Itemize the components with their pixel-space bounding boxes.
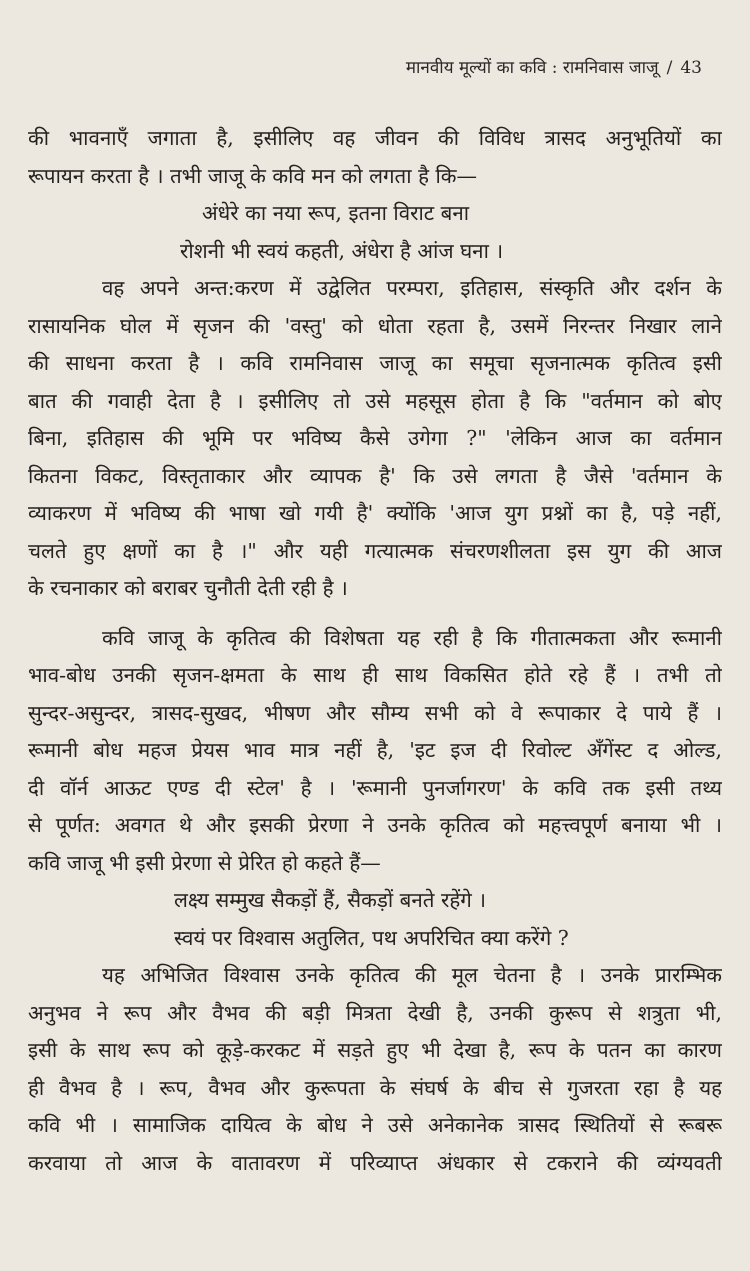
paragraph-line: चलते हुए क्षणों का है ।" और यही गत्यात्मक संचरणशीलता इस युग की आज bbox=[28, 538, 722, 563]
paragraph-line: की साधना करता है । कवि रामनिवास जाजू का समूचा सृजनात्मक कृतित्व इसी bbox=[28, 351, 722, 375]
page-number: 43 bbox=[680, 58, 702, 78]
paragraph-line: भाव-बोध उनकी सृजन-क्षमता के साथ ही साथ विकसित होते रहे हैं । तभी तो bbox=[28, 663, 722, 687]
paragraph-line: रूपायन करता है । तभी जाजू के कवि मन को लगता है कि— bbox=[28, 163, 478, 188]
paragraph-line: के रचनाकार को बराबर चुनौती देती रही है । bbox=[28, 576, 348, 600]
paragraph-line: बिना, इतिहास की भूमि पर भविष्य कैसे उगेगा ?" 'लेकिन आज का वर्तमान bbox=[28, 426, 722, 450]
paragraph-line: कितना विकट, विस्तृताकार और व्यापक है' कि उसे लगता है जैसे 'वर्तमान के bbox=[28, 463, 722, 488]
verse-line: अंधेरे का नया रूप, इतना विराट बना bbox=[202, 201, 470, 225]
paragraph-line: से पूर्णत: अवगत थे और इसकी प्रेरणा ने उनके कृतित्व को महत्त्वपूर्ण बनाया भी । bbox=[28, 813, 722, 837]
paragraph-line: की भावनाएँ जगाता है, इसीलिए वह जीवन की विविध त्रासद अनुभूतियों का bbox=[28, 126, 722, 150]
running-title: मानवीय मूल्यों का कवि : रामनिवास जाजू bbox=[405, 58, 659, 78]
paragraph-line: ही वैभव है । रूप, वैभव और कुरूपता के संघर्ष के बीच से गुजरता रहा है यह bbox=[28, 1075, 722, 1100]
paragraph-line: कवि जाजू भी इसी प्रेरणा से प्रेरित हो कहते हैं— bbox=[28, 850, 381, 875]
header-separator: / bbox=[666, 58, 673, 78]
verse-line: स्वयं पर विश्वास अतुलित, पथ अपरिचित क्या करेंगे ? bbox=[174, 925, 569, 950]
verse-line: रोशनी भी स्वयं कहती, अंधेरा है आंज घना । bbox=[180, 238, 504, 263]
verse-line: लक्ष्य सम्मुख सैकड़ों हैं, सैकड़ों बनते रहेंगे । bbox=[174, 888, 487, 912]
paragraph-line: अनुभव ने रूप और वैभव की बड़ी मित्रता देखी है, उनकी कुरूप से शत्रुता भी, bbox=[28, 1000, 722, 1025]
paragraph-gap bbox=[28, 608, 722, 620]
paragraph-line: करवाया तो आज के वातावरण में परिव्याप्त अंधकार से टकराने की व्यंग्यवती bbox=[28, 1150, 722, 1175]
paragraph-line: बात की गवाही देता है । इसीलिए तो उसे महसूस होता है कि "वर्तमान को बोए bbox=[28, 388, 722, 413]
paragraph-line: सुन्दर-असुन्दर, त्रासद-सुखद, भीषण और सौम्य सभी को वे रूपाकार दे पाये हैं । bbox=[28, 700, 722, 725]
paragraph-line: कवि जाजू के कृतित्व की विशेषता यह रही है कि गीतात्मकता और रूमानी bbox=[102, 625, 722, 650]
paragraph-line: कवि भी । सामाजिक दायित्व के बोध ने उसे अनेकानेक त्रासद स्थितियों से रूबरू bbox=[28, 1113, 722, 1137]
running-header bbox=[406, 56, 702, 80]
paragraph-line: दी वॉर्न आऊट एण्ड दी स्टेल' है । 'रूमानी पुनर्जागरण' के कवि तक इसी तथ्य bbox=[28, 775, 722, 800]
paragraph-line: वह अपने अन्त:करण में उद्वेलित परम्परा, इतिहास, संस्कृति और दर्शन के bbox=[102, 276, 722, 300]
body-text bbox=[28, 120, 722, 1182]
paragraph-line: रासायनिक घोल में सृजन की 'वस्तु' को धोता रहता है, उसमें निरन्तर निखार लाने bbox=[28, 313, 722, 338]
paragraph-line: व्याकरण में भविष्य की भाषा खो गयी है' क्योंकि 'आज युग प्रश्नों का है, पड़े नहीं, bbox=[28, 501, 722, 525]
paragraph-line: इसी के साथ रूप को कूड़े-करकट में सड़ते हुए भी देखा है, रूप के पतन का कारण bbox=[28, 1038, 722, 1062]
paragraph-line: यह अभिजित विश्वास उनके कृतित्व की मूल चेतना है । उनके प्रारम्भिक bbox=[102, 963, 722, 987]
paragraph-line: रूमानी बोध महज प्रेयस भाव मात्र नहीं है, 'इट इज दी रिवोल्ट अँगेंस्ट द ओल्ड, bbox=[28, 738, 722, 762]
